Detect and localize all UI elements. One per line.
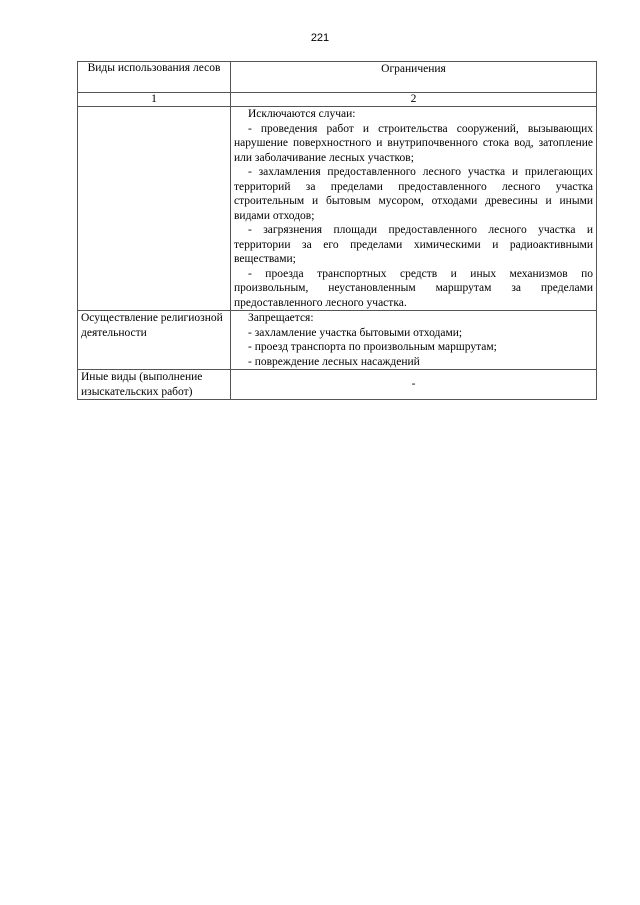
page-number: 221 [310,32,330,44]
restrictions-intro: Исключаются случаи: [248,108,356,120]
restriction-item: - проезд транспорта по произвольным маршрутам; [248,341,497,353]
table-header-row [78,62,597,93]
restriction-item: - проведения работ и строительства сооружений, вызывающих нарушение поверхностного и внутрипочвенного стока вод, затопление или заболачивание лесных участков; [234,122,593,164]
restriction-item: - проезда транспортных средств и иных механизмов по произвольным, неустановленным маршрутам за пределами предоставленного лесного участка. [234,267,593,309]
table-row [78,107,597,311]
restriction-item: - повреждение лесных насаждений [248,355,420,368]
restrictions-intro: Запрещается: [248,312,314,324]
column-number-2: 2 [231,93,597,107]
header-restrictions: Ограничения [231,62,597,93]
restriction-item: - захламления предоставленного лесного участка и прилегающих территорий за пределами предоставленного лесного участка строительным и бытовым мусором, отходами древесины и иными видами отходов; [234,166,593,222]
use-type-cell [78,107,231,311]
restrictions-cell: - [231,370,597,400]
column-number-row [78,93,597,107]
restriction-item: - загрязнения площади предоставленного лесного участка и территории за его пределами химическими и радиоактивными веществами; [234,224,593,265]
restriction-item: - захламление участка бытовыми отходами; [248,326,463,339]
header-forest-use-types: Виды использования лесов [78,62,231,93]
use-type-label: Иные виды (выполнение изыскательских работ) [81,371,203,398]
restrictions-table [77,61,597,400]
restrictions-cell [231,107,597,311]
use-type-cell [78,370,231,400]
table-row [78,370,597,400]
use-type-cell [78,311,231,370]
use-type-label: Осуществление религиозной деятельности [81,312,223,339]
column-number-1: 1 [78,93,231,107]
table-row [78,311,597,370]
restrictions-cell [231,311,597,370]
